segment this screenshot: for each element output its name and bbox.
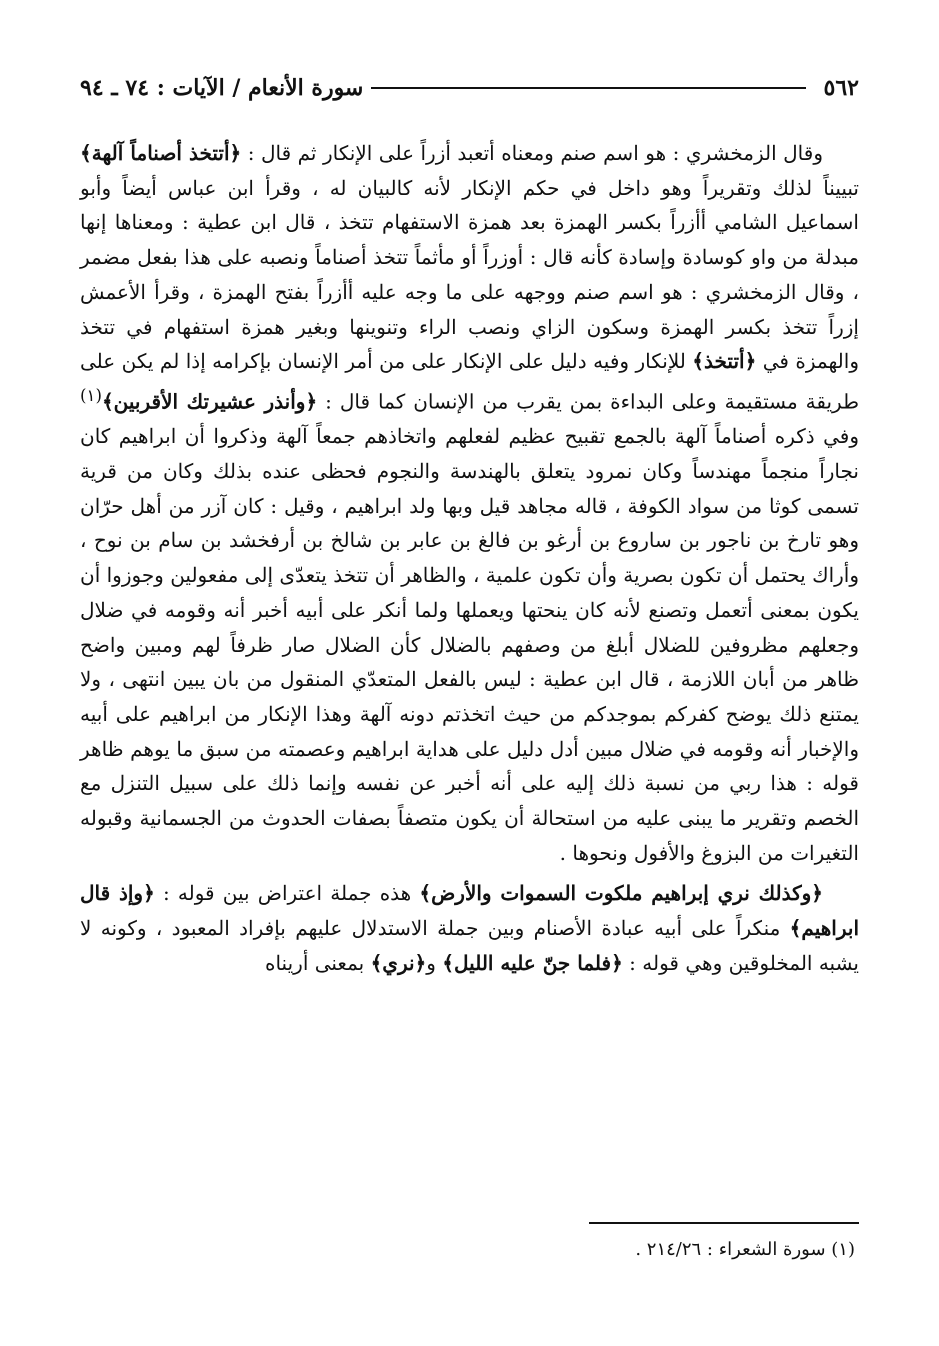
quran-quote: ﴿وأنذر عشيرتك الأقربين﴾ — [101, 389, 318, 414]
text-segment: للإنكار وفيه دليل على الإنكار على من أمر الإنسان بإكرامه إذا لم يكن على طريقة مستقيمة وعلى البداءة بمن يقرب من الإنسان كما قال : — [80, 349, 860, 414]
text-segment: وفي ذكره أصناماً آلهة بالجمع تقبيح عظيم لفعلهم واتخاذهم جمعاً آلهة وذكروا أن ابراهيم كان نجاراً منجماً مهندساً وكان نمرود يتعلق بالهندسة والنجوم فحظى عنده بذلك وكان من قرية تسمى كوثا من سواد الكوفة ، قاله مجاهد قيل وبها ولد ابراهيم ، وقيل : كان آزر من أهل حرّان وهو تارخ بن ناجور بن ساروع بن أرغو بن فالغ بن عابر بن شالخ بن أرفخشد بن سام بن نوح ، وأراك يحتمل أن تكون بصرية وأن تكون علمية ، والظاهر أن تتخذ يتعدّى إلى مفعولين وجوزوا أن يكون بمعنى أتعمل وتصنع لأنه كان ينحتها ويعملها ولما أنكر على أبيه أخبر أنه وقومه في ضلال وجعلهم مظروفين للضلال أبلغ من وصفهم بالضلال كأن الضلال صار ظرفاً لهم ومبين واضح ظاهر من أبان اللازمة ، قال ابن عطية : ليس بالفعل المتعدّي المنقول من بان يبين انتهى ، ولا يمتنع ذلك يوضح كفركم بموجدكم من حيث اتخذتم دونه آلهة وهذا الإنكار من ابراهيم على أبيه والإخبار أنه وقومه في ضلال مبين أدل دليل على هداية ابراهيم وعصمته من سبق ما يوهم ظاهر قوله : هذا ربي من نسبة ذلك إليه على أنه أخبر عن نفسه وإنما ذلك على سبيل التنزل مع الخصم وتقرير ما يبنى عليه من استحالة أن يكون متصفاً بصفات الحدوث من الجسمانية وقبوله التغيرات من البزوغ والأفول ونحوها . — [80, 424, 860, 865]
text-segment: بمعنى أريناه — [264, 950, 371, 975]
footnote: (١) سورة الشعراء : ٢١٤/٢٦ . — [635, 1239, 855, 1260]
text-segment: و — [426, 950, 443, 975]
footnote-rule — [589, 1222, 859, 1224]
quran-quote: ﴿وكذلك نري إبراهيم ملكوت السموات والأرض﴾ — [419, 881, 823, 906]
header-rule — [371, 87, 805, 89]
quran-quote: ﴿فلما جنّ عليه الليل﴾ — [442, 950, 623, 975]
paragraph-2 — [80, 876, 859, 980]
text-segment: منكراً على أبيه عبادة الأصنام وبين جملة الاستدلال عليهم بإفراد المعبود ، وكونه لا يشبه المخلوقين وهي قوله : — [80, 916, 859, 975]
text-segment: تبييناً لذلك وتقريراً وهو داخل في حكم الإنكار لأنه كالبيان له ، وقرأ ابن عباس أيضاً وأبو اسماعيل الشامي أأزراً بكسر الهمزة بعد همزة الاستفهام تتخذ ، قال ابن عطية : ومعناها إنها مبدلة من واو كوسادة وإسادة كأنه قال : أوزراً أو مأثماً تتخذ أصناماً ونصبه على هذا بفعل مضمر ، وقال الزمخشري : هو اسم صنم ووجهه على ما وجه عليه أأزراً بفتح الهمزة ، وقرأ الأعمش إزراً تتخذ بكسر الهمزة وسكون الزاي ونصب الراء وتنوينها وبغير همزة استفهام في تتخذ والهمزة في — [80, 175, 859, 374]
main-text — [80, 136, 859, 981]
quran-quote: ﴿نري﴾ — [370, 950, 427, 975]
text-segment: وقال الزمخشري : هو اسم صنم ومعناه أتعبد أزراً على الإنكار ثم قال : — [241, 141, 823, 165]
running-head: سورة الأنعام / الآيات : ٧٤ ـ ٩٤ — [80, 75, 364, 101]
paragraph-1 — [80, 136, 859, 870]
quran-quote: ﴿وإذ قال ابراهيم﴾ — [80, 881, 859, 941]
quran-quote: ﴿أتتخذ﴾ — [692, 349, 757, 374]
page-header — [80, 70, 859, 106]
quran-quote: ﴿أتتخذ أصناماً آلهة﴾ — [80, 141, 242, 165]
page-number: ٥٦٢ — [823, 75, 859, 101]
footnote-ref: (١) — [80, 385, 102, 405]
text-segment: هذه جملة اعتراض بين قوله : — [154, 881, 420, 906]
